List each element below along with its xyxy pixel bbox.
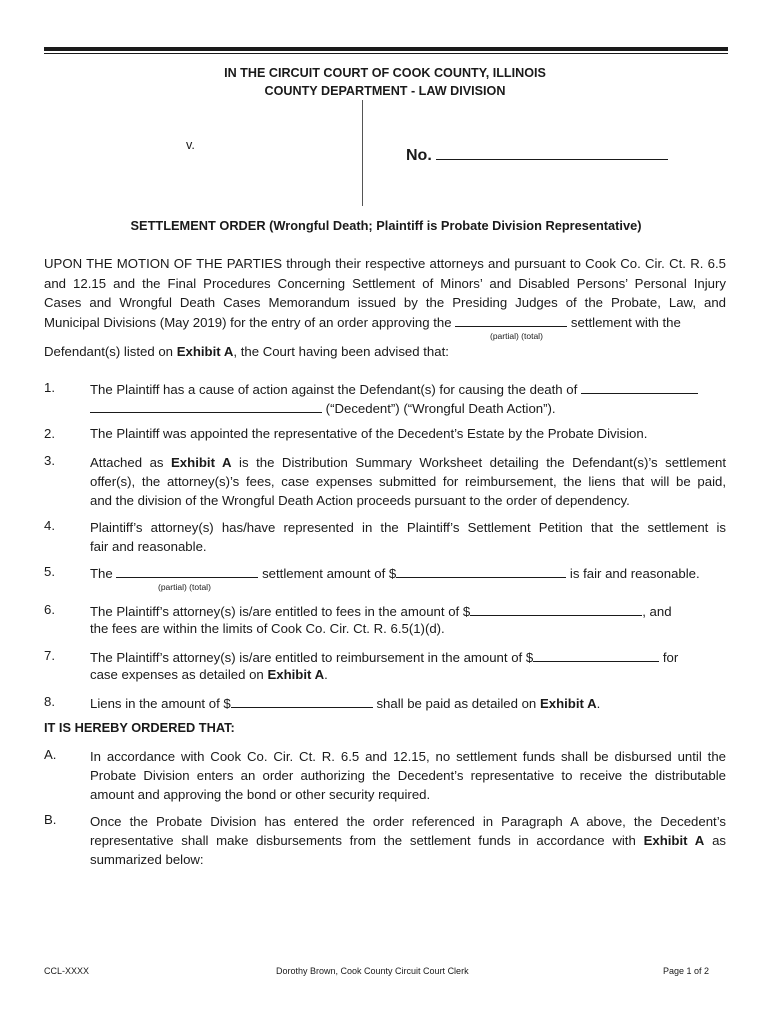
caption-divider <box>362 100 363 206</box>
clerk-name: Dorothy Brown, Cook County Circuit Court Clerk <box>276 966 469 976</box>
item-7-text-c: case expenses as detailed on <box>90 667 264 682</box>
order-a-line-1: In accordance with Cook Co. Cir. Ct. R. 6.5 and 12.15, no settlement funds shall be disbursed until the <box>90 749 726 764</box>
item-7-number: 7. <box>44 648 55 663</box>
item-3-line-2: offer(s), the attorney(s)’s fees, case expenses submitted for reimbursement, the liens that will be paid, <box>90 474 726 489</box>
item-2-number: 2. <box>44 426 55 441</box>
intro-line-3: Cases and Wrongful Death Cases Memorandum issued by the Presiding Judges of the Probate, Law, and <box>44 295 726 310</box>
partial-total-hint-2: (partial) (total) <box>158 582 211 592</box>
liens-amount-blank[interactable] <box>231 694 373 708</box>
item-1-text: The Plaintiff has a cause of action against the Defendant(s) for causing the death of <box>90 382 578 397</box>
item-5-text-c: is fair and reasonable. <box>569 566 700 581</box>
item-8-text-a: Liens in the amount of $ <box>90 696 231 711</box>
item-6-number: 6. <box>44 602 55 617</box>
item-8-text-b: shall be paid as detailed on <box>376 696 537 711</box>
fees-amount-blank[interactable] <box>470 602 642 616</box>
intro-line-5 <box>44 344 449 359</box>
order-b-text-a: representative shall make disbursements from the settlement funds in accordance with <box>90 833 636 848</box>
intro-line-1: UPON THE MOTION OF THE PARTIES through their respective attorneys and pursuant to Cook Co. Cir. Ct. R. 6.5 <box>44 256 726 271</box>
reimbursement-amount-blank[interactable] <box>533 648 659 662</box>
intro-line-4-end: settlement with the <box>570 315 681 330</box>
item-7-text-b: for <box>662 650 679 665</box>
item-5-text-a: The <box>90 566 113 581</box>
partial-total-hint: (partial) (total) <box>490 331 543 341</box>
item-6-line-2: the fees are within the limits of Cook Co. Cir. Ct. R. 6.5(1)(d). <box>90 621 445 636</box>
order-b-number: B. <box>44 812 57 827</box>
item-8-number: 8. <box>44 694 55 709</box>
decedent-blank-2[interactable] <box>90 399 322 413</box>
intro-line-4 <box>44 313 726 333</box>
item-4-number: 4. <box>44 518 55 533</box>
intro-line-2: and 12.15 and the Final Procedures Concerning Settlement of Minors’ and Disabled Persons’ Personal Injury <box>44 276 726 291</box>
page-number: Page 1 of 2 <box>663 966 710 976</box>
settlement-amount-blank[interactable] <box>396 564 566 578</box>
order-b-line-3: summarized below: <box>90 852 204 867</box>
partial-total-blank[interactable] <box>455 313 567 327</box>
exhibit-a-ref: Exhibit A <box>176 344 234 359</box>
item-7-text-d: . <box>324 667 328 682</box>
document-title: SETTLEMENT ORDER (Wrongful Death; Plaintiff is Probate Division Representative) <box>130 218 642 233</box>
item-8-text-c: . <box>596 696 601 711</box>
item-5-line <box>90 564 726 581</box>
court-department: COUNTY DEPARTMENT - LAW DIVISION <box>264 84 506 98</box>
case-number-label: No. <box>406 147 432 164</box>
item-2-text: The Plaintiff was appointed the representative of the Decedent’s Estate by the Probate Division. <box>90 426 648 441</box>
item-1-line-2 <box>90 399 556 416</box>
exhibit-a-ref: Exhibit A <box>267 667 325 682</box>
exhibit-a-ref: Exhibit A <box>171 455 232 470</box>
order-a-line-3: amount and approving the bond or other security required. <box>90 787 431 802</box>
versus-label: v. <box>186 138 195 152</box>
exhibit-a-ref: Exhibit A <box>539 696 597 711</box>
item-7-line-2 <box>90 667 328 682</box>
order-b-text-c: as <box>712 833 726 848</box>
court-name: IN THE CIRCUIT COURT OF COOK COUNTY, ILLINOIS <box>224 66 546 80</box>
item-3-line-3: and the division of the Wrongful Death Action proceeds pursuant to the order of dependency. <box>90 493 630 508</box>
item-3-number: 3. <box>44 453 55 468</box>
intro-line-5-start: Defendant(s) listed on <box>44 344 174 359</box>
item-1-number: 1. <box>44 380 55 395</box>
decedent-blank-1[interactable] <box>581 380 698 394</box>
item-3-text-a: Attached as <box>90 455 164 470</box>
item-7-text-a: The Plaintiff’s attorney(s) is/are entitled to reimbursement in the amount of $ <box>90 650 534 665</box>
item-3-text-b: is the Distribution Summary Worksheet detailing the Defendant(s)’s settlement <box>239 455 726 470</box>
item-7-line-1 <box>90 648 726 665</box>
intro-line-4-start: Municipal Divisions (May 2019) for the entry of an order approving the <box>44 315 452 330</box>
order-b-line-2 <box>90 831 726 851</box>
top-rule-thin <box>44 53 728 54</box>
item-6-text-b: , and <box>642 604 672 619</box>
item-5-number: 5. <box>44 564 55 579</box>
item-5-text-b: settlement amount of $ <box>262 566 397 581</box>
ordered-heading: IT IS HEREBY ORDERED THAT: <box>44 720 235 735</box>
order-b-line-1: Once the Probate Division has entered the order referenced in Paragraph A above, the Decedent’s <box>90 814 726 829</box>
item-1-line-1 <box>90 380 726 397</box>
order-a-line-2: Probate Division enters an order authorizing the Decedent’s representative to receive the distributable <box>90 768 726 783</box>
item-8-line <box>90 694 600 711</box>
form-id: CCL-XXXX <box>44 966 90 976</box>
order-a-number: A. <box>44 747 57 762</box>
case-number-blank[interactable] <box>436 144 668 160</box>
item-1-text-2: (“Decedent”) (“Wrongful Death Action”). <box>325 401 556 416</box>
item-4-line-2: fair and reasonable. <box>90 539 207 554</box>
item-4-line-1: Plaintiff’s attorney(s) has/have represented in the Plaintiff’s Settlement Petition that the settlement is <box>90 520 726 535</box>
exhibit-a-ref: Exhibit A <box>643 833 705 848</box>
top-rule <box>44 47 728 51</box>
item-6-line-1 <box>90 602 726 619</box>
item-3-line-1 <box>90 453 726 473</box>
partial-total-blank-2[interactable] <box>116 564 258 578</box>
item-6-text-a: The Plaintiff’s attorney(s) is/are entitled to fees in the amount of $ <box>90 604 471 619</box>
intro-line-5-end: , the Court having been advised that: <box>233 344 449 359</box>
case-number <box>406 144 668 165</box>
